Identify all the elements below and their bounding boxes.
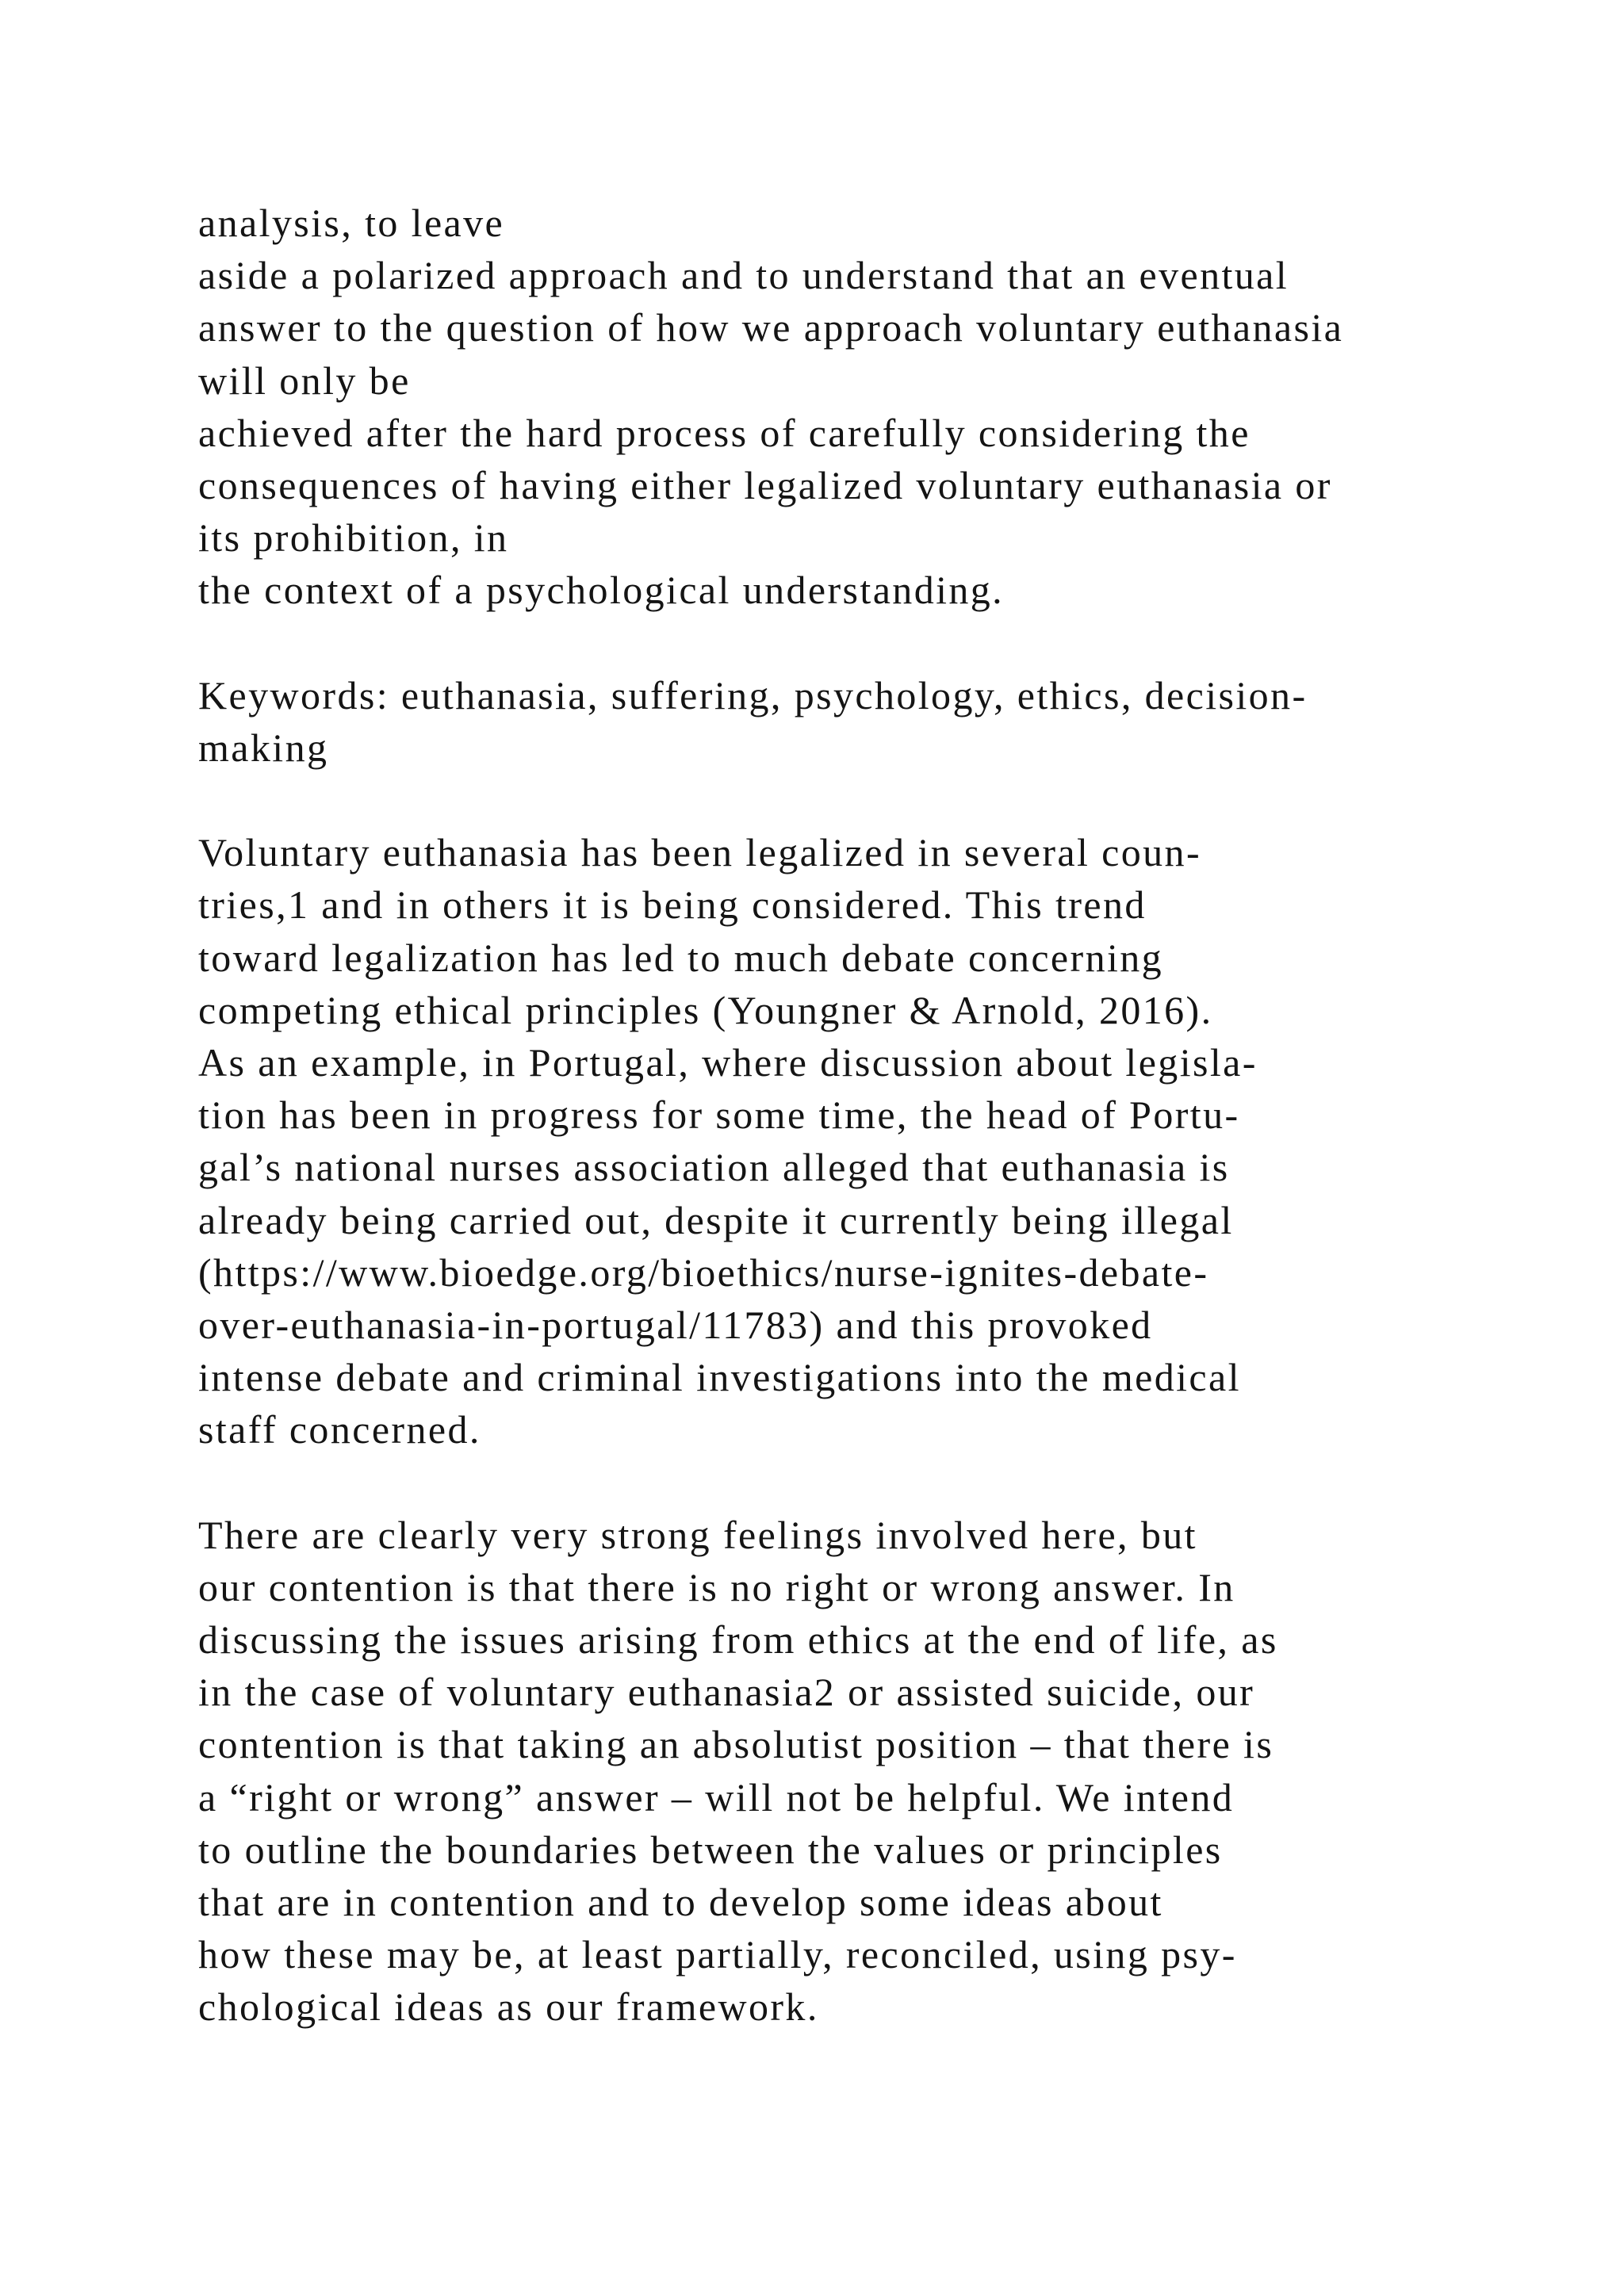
text-line: how these may be, at least partially, reconciled, using psy- xyxy=(198,1932,1237,1977)
body-paragraph-legalization xyxy=(198,826,1546,1456)
text-line: toward legalization has led to much debate concerning xyxy=(198,935,1164,980)
text-line: (https://www.bioedge.org/bioethics/nurse-ignites-debate- xyxy=(198,1249,1209,1295)
text-line: consequences of having either legalized voluntary euthanasia or xyxy=(198,462,1332,507)
text-line: over-euthanasia-in-portugal/11783) and this provoked xyxy=(198,1302,1153,1347)
text-line: achieved after the hard process of carefully considering the xyxy=(198,410,1251,455)
text-line: analysis, to leave xyxy=(198,201,505,245)
text-line: the context of a psychological understanding. xyxy=(198,568,1005,613)
text-line: will only be xyxy=(198,358,411,403)
text-line: staff concerned. xyxy=(198,1407,481,1452)
text-line: competing ethical principles (Youngner & Arnold, 2016). xyxy=(198,987,1213,1032)
text-line: our contention is that there is no right or wrong answer. In xyxy=(198,1564,1235,1609)
text-line: a “right or wrong” answer – will not be helpful. We intend xyxy=(198,1774,1235,1820)
text-line: intense debate and criminal investigations into the medical xyxy=(198,1355,1241,1400)
text-line: discussing the issues arising from ethics at the end of life, as xyxy=(198,1617,1278,1663)
text-line: There are clearly very strong feelings involved here, but xyxy=(198,1512,1197,1557)
text-line: in the case of voluntary euthanasia2 or assisted suicide, our xyxy=(198,1670,1255,1715)
text-line: tries,1 and in others it is being considered. This trend xyxy=(198,882,1147,928)
text-line: aside a polarized approach and to understand that an eventual xyxy=(198,253,1289,298)
document-body xyxy=(198,197,1546,2034)
text-line: chological ideas as our framework. xyxy=(198,1984,819,2030)
text-line: that are in contention and to develop some ideas about xyxy=(198,1880,1163,1924)
text-line: As an example, in Portugal, where discussion about legisla- xyxy=(198,1040,1258,1085)
text-line: to outline the boundaries between the values or principles xyxy=(198,1827,1223,1872)
text-line: answer to the question of how we approach voluntary euthanasia xyxy=(198,305,1344,350)
text-line: gal’s national nurses association alleged that euthanasia is xyxy=(198,1145,1230,1190)
text-line: its prohibition, in xyxy=(198,515,509,561)
keywords-paragraph xyxy=(198,669,1546,774)
text-line: tion has been in progress for some time, the head of Portu- xyxy=(198,1093,1240,1138)
body-paragraph-contention xyxy=(198,1509,1546,2034)
text-line: Keywords: euthanasia, suffering, psychology, ethics, decision- xyxy=(198,672,1308,718)
text-line: making xyxy=(198,725,329,770)
text-line: already being carried out, despite it currently being illegal xyxy=(198,1197,1234,1242)
abstract-paragraph xyxy=(198,197,1546,617)
text-line: contention is that taking an absolutist position – that there is xyxy=(198,1722,1274,1767)
text-line: Voluntary euthanasia has been legalized in several coun- xyxy=(198,830,1201,875)
